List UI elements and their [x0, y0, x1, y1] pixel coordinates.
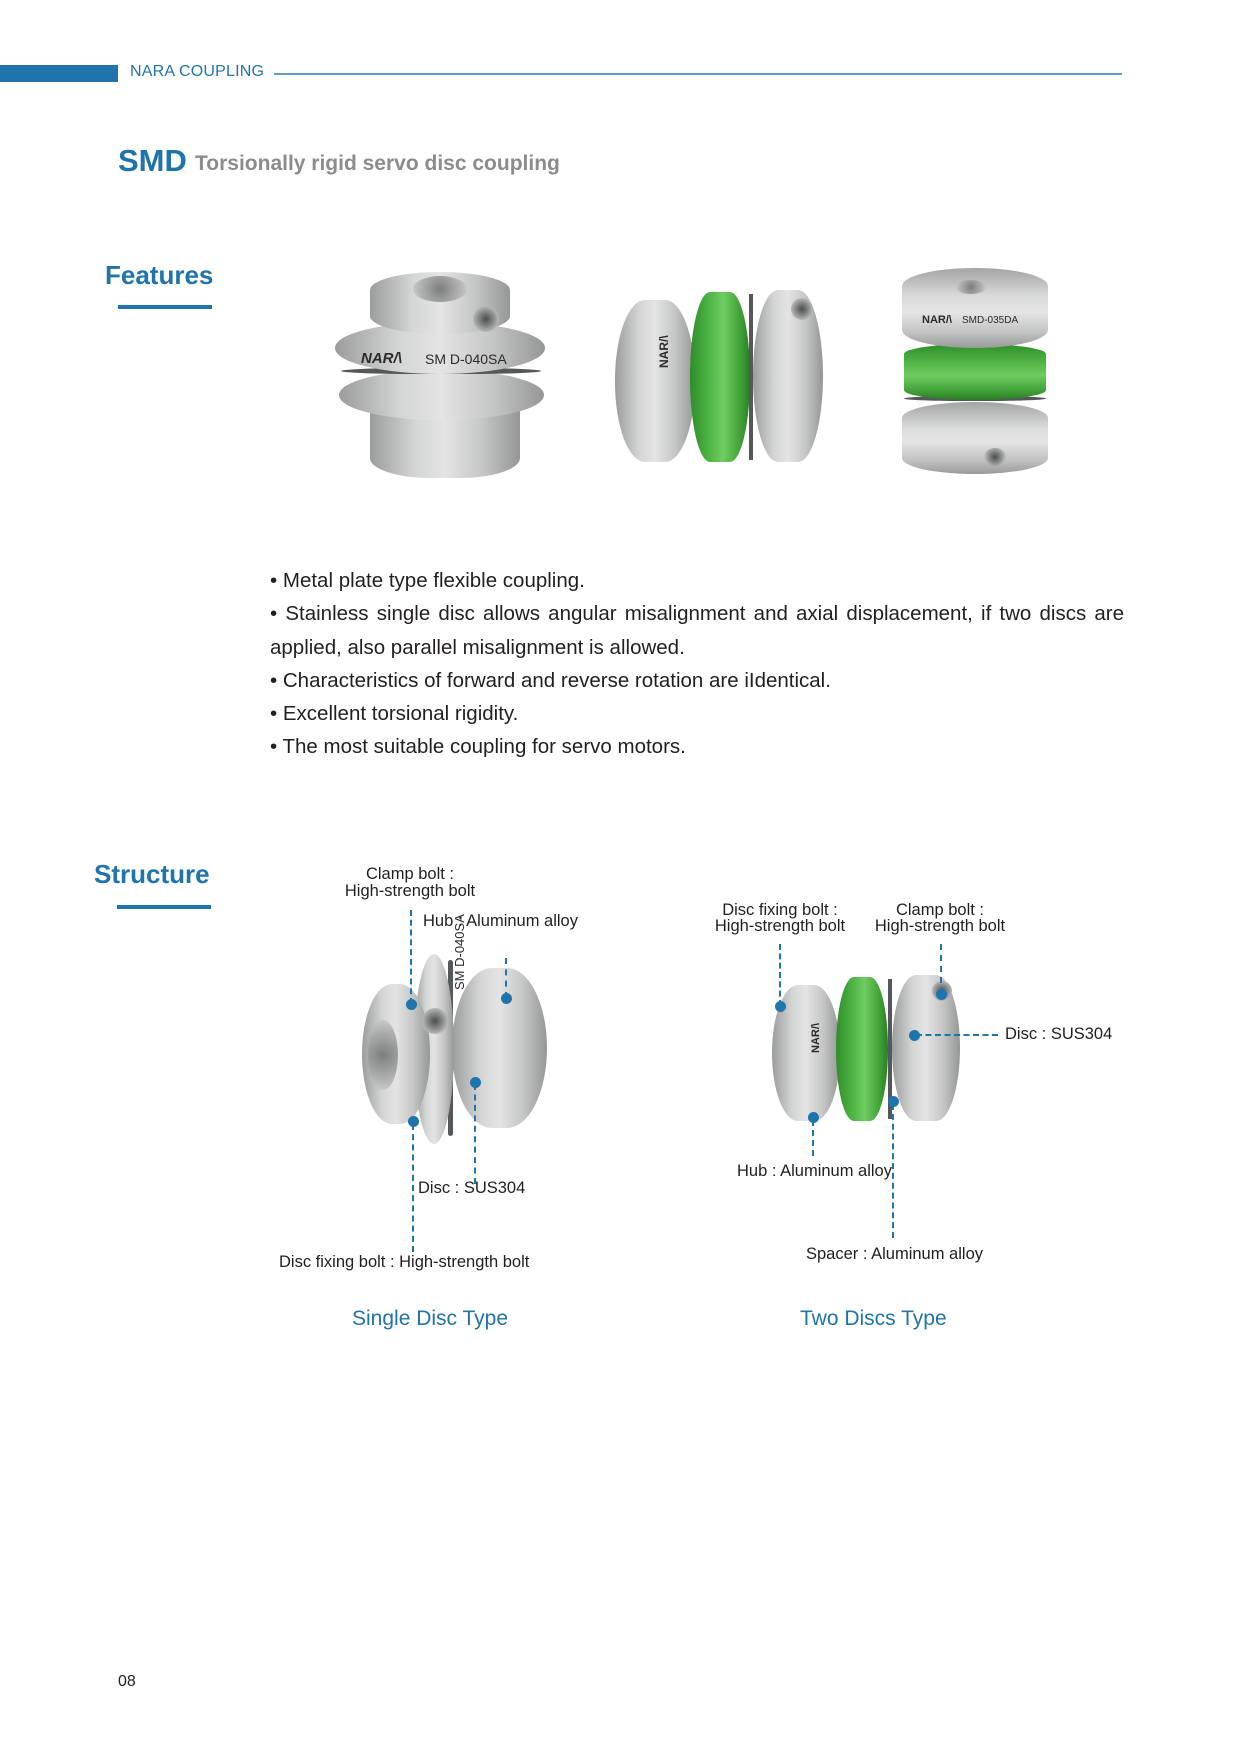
green-spacer [836, 977, 888, 1121]
clamp-bolt [473, 306, 499, 332]
callout-spacer: Spacer : Aluminum alloy [806, 1245, 983, 1263]
callout-disc: Disc : SUS304 [1005, 1025, 1113, 1043]
marker-clamp-bolt [936, 989, 947, 1000]
callout-disc: Disc : SUS304 [418, 1179, 526, 1197]
bore-hole [413, 276, 467, 302]
feature-bullet: • Excellent torsional rigidity. [270, 702, 519, 726]
header-brand: NARA COUPLING [130, 63, 265, 80]
brand-mark: NAR/\ [657, 335, 671, 368]
feature-bullet: • Metal plate type flexible coupling. [270, 569, 585, 592]
structure-heading: Structure [94, 859, 210, 889]
photo-single-disc-coupling [335, 270, 545, 480]
leader-spacer [892, 1104, 894, 1238]
brand-mark: NAR/\ [810, 1023, 822, 1053]
callout-hub: Hub : Aluminum alloy [737, 1162, 892, 1180]
leader-clamp-bolt [940, 944, 942, 994]
callout-disc-fixing-bolt-line2: High-strength bolt [714, 917, 846, 935]
leader-hub [812, 1120, 814, 1156]
brand-mark: NAR/\ [361, 350, 402, 367]
product-description: Torsionally rigid servo disc coupling [195, 152, 560, 175]
clamp-bolt [791, 298, 813, 320]
model-mark: SM D-040SA [452, 914, 467, 990]
features-heading: Features [105, 260, 214, 290]
green-spacer [690, 292, 750, 462]
callout-hub: Hub : Aluminum alloy [423, 912, 578, 930]
left-hub [615, 300, 695, 462]
callout-disc-fixing-bolt-line1: Disc fixing bolt : [722, 901, 838, 919]
feature-bullet: • The most suitable coupling for servo motors. [270, 735, 686, 759]
leader-disc [916, 1034, 998, 1036]
leader-clamp-bolt [410, 910, 412, 1004]
clamp-bolt [422, 1008, 448, 1034]
photo-two-discs-coupling-side [615, 288, 825, 466]
marker-clamp-bolt [406, 999, 417, 1010]
right-hub [452, 968, 547, 1128]
brand-mark: NAR/\ [922, 314, 952, 326]
leader-disc-fixing-bolt [412, 1124, 414, 1252]
leader-disc [474, 1084, 476, 1184]
product-code: SMD [118, 143, 187, 178]
header-accent-bar [0, 65, 118, 82]
page-number: 08 [118, 1673, 136, 1690]
header-rule [274, 73, 1122, 75]
right-hub [753, 290, 823, 462]
model-mark: SM D-040SA [425, 351, 507, 367]
bore-hole [956, 280, 986, 294]
caption-two-discs-type: Two Discs Type [800, 1307, 947, 1330]
feature-bullet: • Stainless single disc allows angular misalignment and axial displacement, if two discs are applied, also parallel misalignment is allowed. [270, 602, 1124, 659]
leader-hub [505, 958, 507, 998]
caption-single-disc-type: Single Disc Type [352, 1307, 509, 1330]
callout-clamp-bolt-line1: Clamp bolt : [895, 901, 985, 919]
lower-flange [339, 370, 544, 420]
feature-bullet: • Characteristics of forward and reverse rotation are iIdentical. [270, 668, 831, 692]
features-heading-underline [118, 305, 212, 309]
marker-hub [501, 993, 512, 1004]
marker-disc-fixing-bolt [775, 1001, 786, 1012]
bottom-hub [902, 402, 1048, 474]
photo-two-discs-coupling-upright [900, 262, 1050, 476]
callout-clamp-bolt-line2: High-strength bolt [344, 882, 476, 900]
callout-clamp-bolt-line2: High-strength bolt [874, 917, 1006, 935]
bore-hole [368, 1020, 398, 1090]
callout-clamp-bolt-line1: Clamp bolt : [365, 865, 455, 883]
features-list [270, 564, 1124, 764]
structure-heading-underline [117, 905, 211, 909]
model-mark: SMD-035DA [962, 315, 1019, 326]
leader-disc-fixing-bolt [779, 944, 781, 1006]
callout-disc-fixing-bolt: Disc fixing bolt : High-strength bolt [279, 1253, 530, 1271]
clamp-bolt [984, 448, 1006, 466]
green-spacer [904, 344, 1046, 400]
